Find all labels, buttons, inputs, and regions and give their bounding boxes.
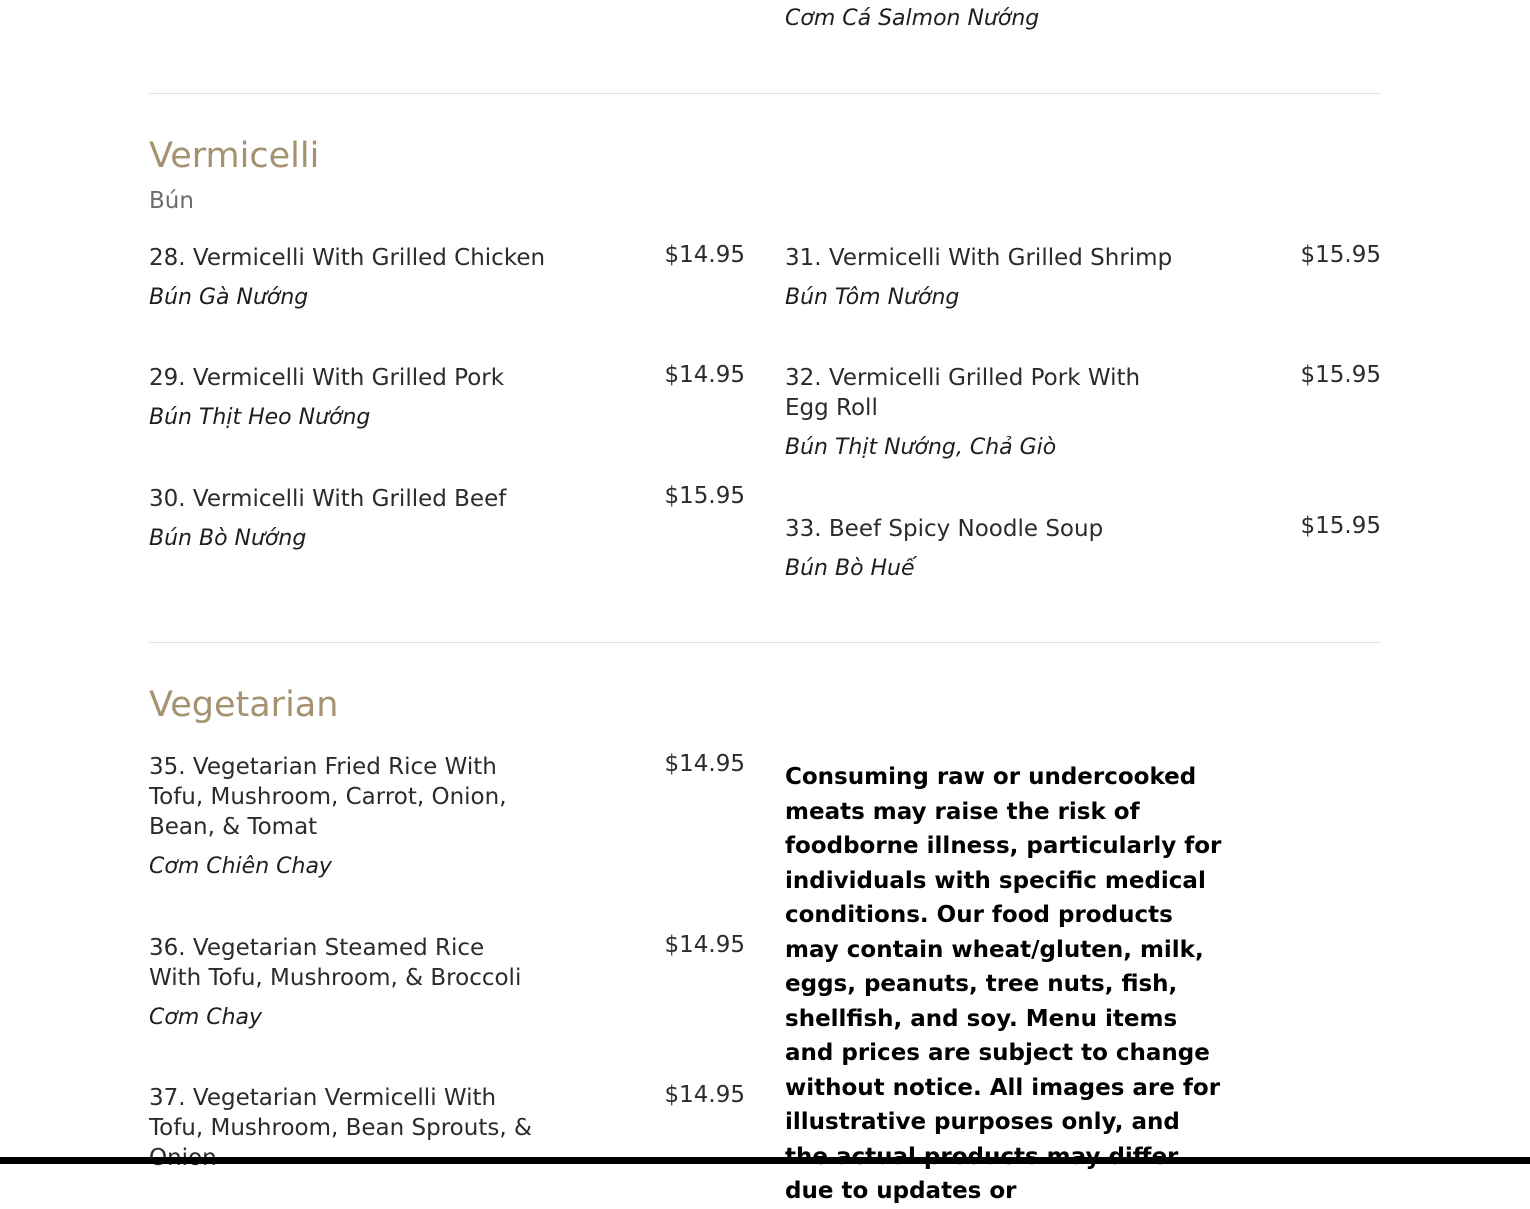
dish-vietnamese-name: Bún Tôm Nướng: [785, 285, 960, 310]
dish-name: 31. Vermicelli With Grilled Shrimp: [785, 245, 1173, 271]
dish-vietnamese-name: Bún Thịt Nướng, Chả Giò: [785, 435, 1057, 460]
dish-vietnamese-name: Bún Bò Nướng: [149, 526, 307, 551]
dish-price: $14.95: [664, 932, 745, 958]
dish-name: 33. Beef Spicy Noodle Soup: [785, 516, 1104, 542]
section-title-vegetarian: Vegetarian: [149, 685, 339, 725]
bottom-bar: [0, 1157, 1530, 1164]
dish-vietnamese-name: Cơm Chiên Chay: [149, 854, 332, 879]
section-divider: [149, 93, 1381, 94]
dish-price: $14.95: [664, 751, 745, 777]
section-subtitle-vermicelli: Bún: [149, 188, 194, 214]
dish-vietnamese-name: Bún Bò Huế: [785, 556, 915, 581]
dish-name: 36. Vegetarian Steamed Rice With Tofu, Mushroom, & Broccoli: [149, 935, 522, 991]
menu-item: [149, 363, 745, 433]
menu-item: [149, 1083, 745, 1157]
menu-item: [149, 752, 745, 882]
menu-item: [785, 243, 1381, 313]
dish-price: $15.95: [1300, 242, 1381, 268]
dish-price: $15.95: [1300, 513, 1381, 539]
section-divider: [149, 642, 1381, 643]
menu-item: [149, 484, 745, 554]
dish-price: $15.95: [664, 483, 745, 509]
dish-price: $14.95: [664, 362, 745, 388]
dish-price: $14.95: [664, 1082, 745, 1108]
dish-name: 30. Vermicelli With Grilled Beef: [149, 486, 507, 512]
menu-item: [149, 933, 745, 1033]
menu-item: [785, 363, 1381, 463]
dish-vietnamese-name: Bún Gà Nướng: [149, 285, 309, 310]
dish-vietnamese-name: Cơm Cá Salmon Nướng: [785, 6, 1040, 31]
dish-name: 37. Vegetarian Vermicelli With Tofu, Mushroom, Bean Sprouts, &: [149, 1085, 532, 1141]
dish-name: 32. Vermicelli Grilled Pork With Egg Roll: [785, 365, 1141, 421]
allergy-notice: Consuming raw or undercooked meats may raise the risk of foodborne illness, particularly for individuals with specific medical conditions. Our food products may contain wheat/gluten, milk, eggs, peanuts, tree nuts, fish, shellfish, and soy. Menu items and prices are subject to change without notice. All images are for illustrative purposes only, and due to updates or: [785, 764, 1222, 1204]
allergy-notice-container: [785, 760, 1225, 1204]
dish-name: 29. Vermicelli With Grilled Pork: [149, 365, 505, 391]
dish-price: $15.95: [1300, 362, 1381, 388]
dish-name: 35. Vegetarian Fried Rice With Tofu, Mushroom, Carrot, Onion, Bean, & Tomat: [149, 754, 507, 840]
section-title-vermicelli: Vermicelli: [149, 136, 320, 176]
dish-vietnamese-name: Bún Thịt Heo Nướng: [149, 405, 371, 430]
dish-name: 28. Vermicelli With Grilled Chicken: [149, 245, 546, 271]
dish-vietnamese-name: Cơm Chay: [149, 1005, 263, 1030]
menu-item: [785, 514, 1381, 584]
dish-price: $14.95: [664, 242, 745, 268]
menu-item: [149, 243, 745, 313]
